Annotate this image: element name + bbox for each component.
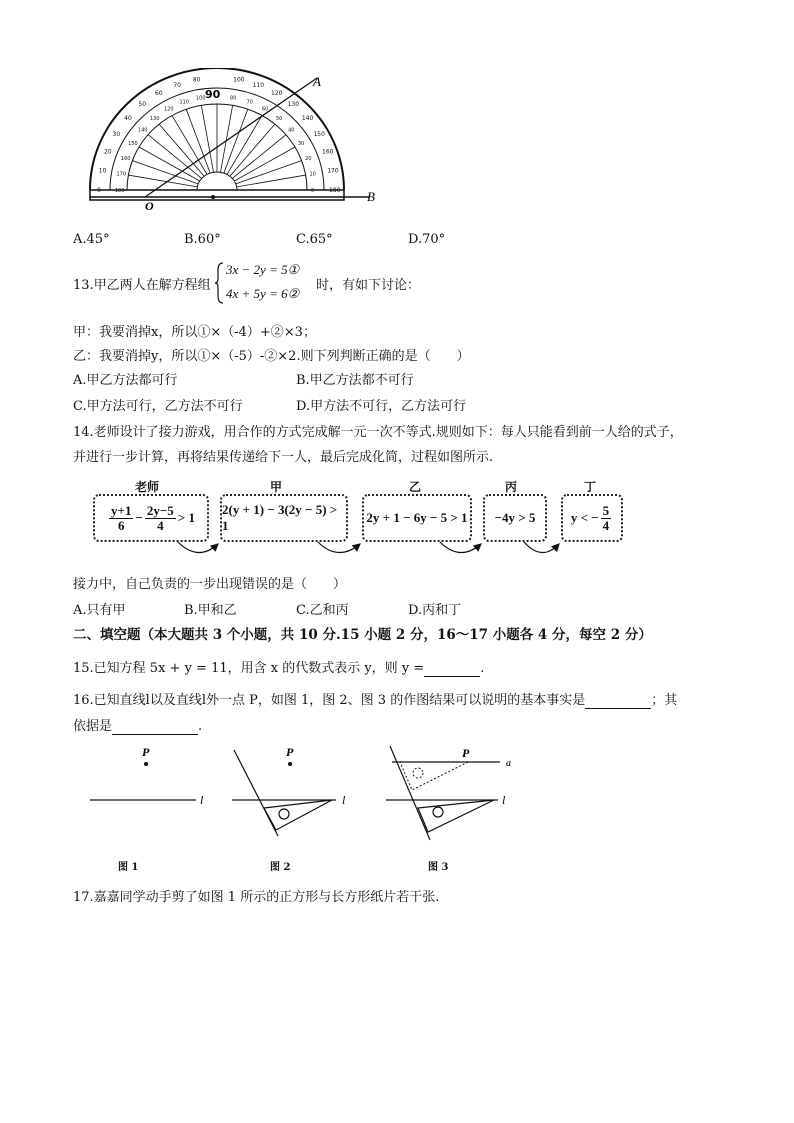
point-P-label: P: [142, 745, 150, 759]
q15-line: [73, 657, 484, 677]
figure-1-caption: 图 1: [118, 862, 139, 873]
q12-option-a[interactable]: A.45°: [73, 232, 110, 247]
q16-line2: [73, 715, 202, 735]
q12-option-c[interactable]: C.65°: [296, 232, 333, 247]
label-A: A: [313, 74, 321, 89]
teacher-den1: 6: [117, 517, 125, 533]
protractor-outer-tick: 180: [329, 187, 341, 194]
protractor-inner-tick: 60: [262, 106, 269, 113]
q13-yi: 乙：我要消掉y，所以①×（-5）-②×2.则下列判断正确的是（ ）: [73, 349, 470, 364]
arrow-icon: [178, 542, 218, 553]
protractor-outer-tick: 130: [287, 101, 300, 109]
q14-option-b[interactable]: B.甲和乙: [184, 603, 237, 618]
protractor-ray: [201, 105, 213, 172]
protractor-ray: [132, 161, 198, 184]
protractor-inner-tick: 140: [137, 127, 148, 134]
q16-text2: 依据是: [73, 719, 113, 734]
protractor-inner-tick: 150: [128, 141, 138, 147]
q13-option-a[interactable]: A.甲乙方法都可行: [73, 373, 178, 388]
protractor-outer-tick: 80: [192, 76, 201, 84]
protractor-ray: [237, 175, 306, 187]
protractor-outer-tick: 140: [301, 115, 314, 123]
protractor-outer-tick: 160: [322, 148, 334, 156]
point-P-label: P: [462, 746, 470, 760]
q16-blank2[interactable]: [112, 719, 198, 735]
q16-figure-1: [88, 740, 218, 810]
q16-text2-end: .: [198, 719, 203, 734]
point-P-label: P: [286, 745, 294, 759]
q15-end: .: [480, 661, 485, 676]
protractor-outer-tick: 30: [112, 131, 121, 138]
protractor-inner-tick: 30: [297, 141, 305, 147]
protractor-inner-tick: 130: [150, 115, 160, 122]
figure-2-caption: 图 2: [270, 862, 291, 873]
label-teacher: 老师: [135, 480, 160, 494]
q16-text1: 16.已知直线l以及直线l外一点 P，如图 1，图 2、图 3 的作图结果可以说明的基本事实是: [73, 693, 586, 708]
label-bing: 丙: [505, 480, 518, 494]
protractor-figure: [85, 68, 395, 218]
ding-left: y < −: [570, 510, 599, 525]
protractor-inner-tick: 160: [120, 155, 131, 162]
label-B: B: [367, 189, 375, 204]
q14-question: 接力中，自己负责的一步出现错误的是（ ）: [73, 577, 347, 592]
ding-den: 4: [602, 517, 610, 533]
q15-text: 15.已知方程 5x + y = 11，用含 x 的代数式表示 y，则 y =: [73, 661, 425, 676]
q13-prefix: 13.甲乙两人在解方程组: [73, 278, 211, 293]
figure-3-caption: 图 3: [428, 862, 449, 873]
yi-expr: 2y + 1 − 6y − 5 > 1: [366, 510, 468, 525]
q13-eq2: 4x + 5y = 6②: [226, 286, 300, 301]
protractor-inner-tick: 120: [164, 106, 174, 113]
line-l-label: l: [342, 793, 346, 807]
q12-option-d[interactable]: D.70°: [408, 232, 446, 247]
q14-option-d[interactable]: D.丙和丁: [408, 603, 462, 618]
protractor-inner-tick: 70: [246, 99, 253, 106]
q15-blank[interactable]: [424, 661, 480, 677]
relay-arrows: [0, 530, 794, 570]
q13-option-c[interactable]: C.甲方法可行，乙方法不可行: [73, 399, 243, 414]
protractor-inner-tick: 0: [311, 188, 315, 194]
protractor-ray: [236, 161, 302, 184]
line-a-label: a: [506, 758, 511, 769]
label-ding: 丁: [584, 480, 597, 494]
line-l-label: l: [502, 793, 506, 807]
q14-option-a[interactable]: A.只有甲: [73, 603, 126, 618]
section-heading: 二、填空题（本大题共 3 个小题，共 10 分.15 小题 2 分，16～17 小题各 4 分，每空 2 分）: [73, 627, 652, 643]
protractor-outer-tick: 170: [327, 167, 339, 175]
protractor-inner-tick: 10: [309, 171, 316, 178]
q14-line2: 并进行一步计算，再将结果传递给下一人，最后完成化简，过程如图所示.: [73, 450, 494, 465]
protractor-outer-tick: 60: [155, 90, 163, 98]
q16-text1-end: ；其: [651, 693, 678, 708]
teacher-minus: −: [135, 510, 143, 525]
protractor-outer-tick: 70: [173, 81, 181, 89]
q13-suffix: 时，有如下讨论：: [316, 278, 421, 293]
q13-option-b[interactable]: B.甲乙方法都不可行: [296, 373, 414, 388]
protractor-outer-tick: 0: [97, 187, 101, 194]
protractor-inner-tick: 100: [195, 95, 206, 102]
arrow-icon: [440, 542, 481, 553]
q13-option-d[interactable]: D.甲方法不可行，乙方法可行: [296, 399, 467, 414]
bing-expr: −4y > 5: [494, 510, 536, 525]
ding-num: 5: [602, 502, 610, 518]
protractor-outer-tick: 150: [313, 131, 325, 138]
arrow-icon: [318, 542, 360, 553]
protractor-inner-tick: 110: [179, 99, 190, 106]
q16-figure-2: [228, 740, 358, 840]
q12-option-b[interactable]: B.60°: [184, 232, 221, 247]
arrow-icon: [524, 542, 559, 553]
protractor-ray: [224, 109, 248, 173]
protractor-inner-tick: 80: [230, 95, 237, 102]
protractor-inner-tick: 170: [116, 171, 127, 178]
q17-text: 17.嘉嘉同学动手剪了如图 1 所示的正方形与长方形纸片若干张.: [73, 890, 440, 905]
teacher-num1: y+1: [111, 502, 132, 518]
protractor-inner-tick: 20: [305, 155, 312, 162]
protractor-outer-tick: 100: [233, 76, 245, 84]
q14-option-c[interactable]: C.乙和丙: [296, 603, 349, 618]
teacher-num2: 2y−5: [146, 502, 174, 518]
protractor-inner-tick: 180: [115, 188, 125, 194]
protractor-ray: [186, 109, 210, 173]
q13-jia: 甲：我要消掉x，所以①×（-4）+②×3；: [73, 325, 316, 340]
protractor-outer-tick: 120: [271, 90, 283, 98]
protractor-outer-tick: 50: [138, 101, 147, 109]
brace-icon: [214, 262, 224, 304]
protractor-outer-tick: 10: [98, 167, 107, 175]
label-90: 90: [205, 88, 221, 101]
q16-line1: [73, 689, 677, 709]
label-yi: 乙: [409, 480, 422, 494]
protractor-ray: [220, 105, 232, 172]
protractor-outer-tick: 110: [252, 81, 265, 89]
protractor-outer-tick: 40: [124, 115, 132, 123]
q14-line1: 14.老师设计了接力游戏，用合作的方式完成解一元一次不等式.规则如下：每人只能看到前一人给的式子，: [73, 425, 683, 440]
protractor-inner-tick: 40: [288, 127, 295, 134]
line-l-label: l: [200, 793, 204, 807]
q13-eq1: 3x − 2y = 5①: [226, 262, 300, 277]
label-O: O: [145, 199, 154, 213]
q16-blank1[interactable]: [585, 693, 651, 709]
protractor-outer-tick: 20: [103, 148, 112, 156]
protractor-inner-tick: 50: [275, 115, 283, 122]
jia-expr: 2(y + 1) − 3(2y − 5) > 1: [222, 502, 338, 533]
teacher-den2: 4: [157, 517, 164, 533]
label-jia: 甲: [270, 480, 283, 494]
teacher-rel: > 1: [177, 510, 195, 525]
q16-figure-3: [382, 740, 522, 850]
